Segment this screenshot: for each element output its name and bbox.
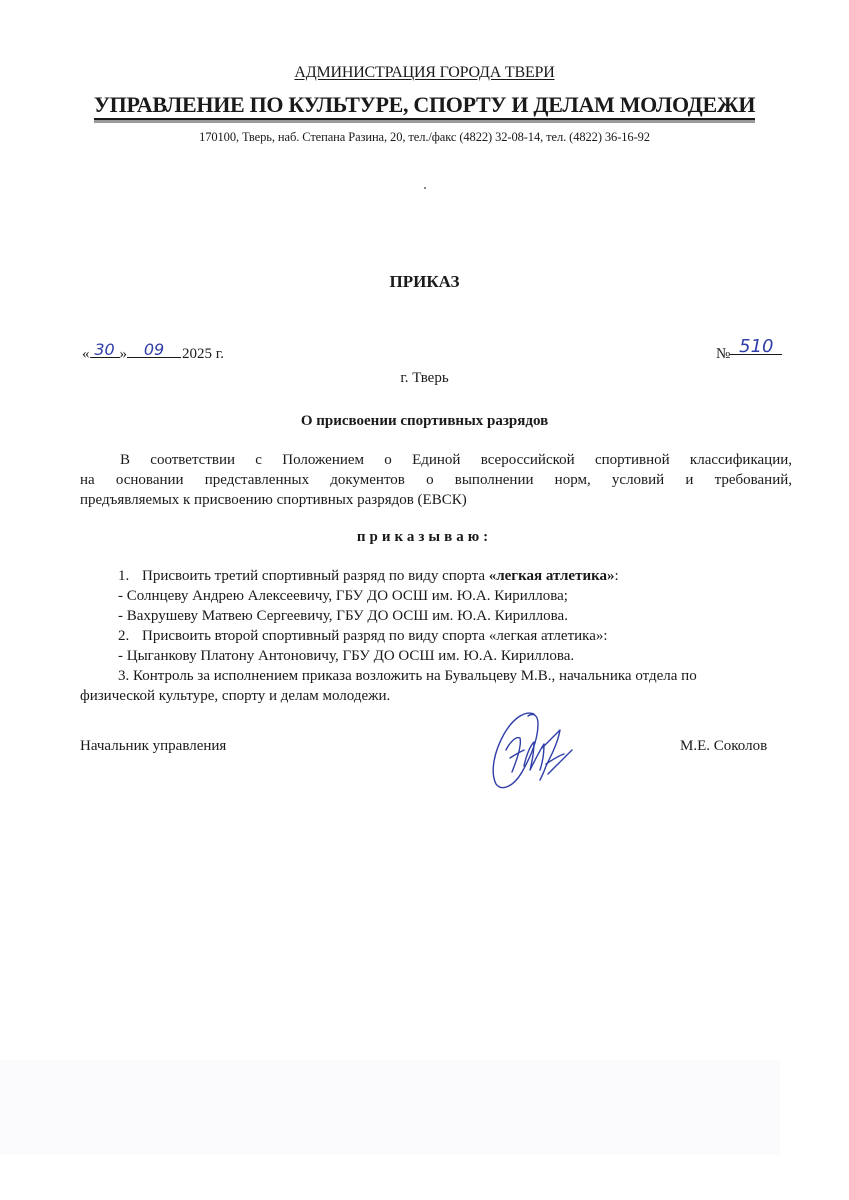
document-city: г. Тверь bbox=[400, 370, 449, 386]
item-text: Присвоить второй спортивный разряд по виду спорта «легкая атлетика»: bbox=[142, 628, 608, 644]
order-items bbox=[80, 566, 792, 706]
orders-word: приказываю: bbox=[356, 529, 493, 545]
athlete-entry: - Солнцеву Андрею Алексеевичу, ГБУ ДО ОСШ им. Ю.А. Кириллова; bbox=[118, 588, 568, 604]
item-number: 1. bbox=[118, 568, 130, 584]
date-open-quote: « bbox=[82, 346, 90, 362]
item-text-end: : bbox=[614, 568, 619, 584]
preamble-line: В соответствии с Положением о Единой всероссийской спортивной классификации, bbox=[120, 452, 792, 468]
order-item-2 bbox=[80, 626, 792, 646]
document-title: ПРИКАЗ bbox=[389, 272, 460, 291]
date-day: 30 bbox=[90, 343, 120, 358]
order-item-3 bbox=[80, 666, 792, 686]
athlete-entry: - Вахрушеву Матвею Сергеевичу, ГБУ ДО ОСШ им. Ю.А. Кириллова. bbox=[118, 608, 568, 624]
item-number: 3. bbox=[118, 668, 130, 684]
date-close-quote: » bbox=[119, 346, 127, 362]
item-number: 2. bbox=[118, 628, 130, 644]
handwritten-signature-icon bbox=[476, 706, 596, 796]
preamble-line: на основании представленных документов о выполнении норм, условий и требований, bbox=[80, 472, 792, 488]
item-sport: «легкая атлетика» bbox=[488, 568, 615, 584]
number-label: № bbox=[716, 346, 731, 362]
department-name bbox=[0, 92, 849, 120]
number-value: 510 bbox=[730, 340, 782, 355]
preamble-line: предъявляемых к присвоению спортивных разрядов (ЕВСК) bbox=[80, 492, 467, 508]
scan-noise-artifact bbox=[0, 1060, 780, 1155]
signatory-position: Начальник управления bbox=[80, 738, 227, 754]
signatory-name: М.Е. Соколов bbox=[680, 738, 768, 754]
preamble bbox=[80, 450, 792, 510]
document-number bbox=[716, 336, 782, 363]
item-text: Контроль за исполнением приказа возложить на Бувальцеву М.В., начальника отдела по bbox=[133, 668, 697, 684]
athlete-entry: - Цыганкову Платону Антоновичу, ГБУ ДО ОСШ им. Ю.А. Кириллова. bbox=[118, 648, 575, 664]
date-month: 09 bbox=[127, 343, 181, 358]
order-item-1 bbox=[80, 566, 792, 586]
date-year: 2025 г. bbox=[182, 346, 224, 362]
signature-svg bbox=[476, 706, 596, 796]
order-item-3-continuation: физической культуре, спорту и делам молодежи. bbox=[80, 688, 391, 704]
administration-name: АДМИНИСТРАЦИЯ ГОРОДА ТВЕРИ bbox=[294, 64, 555, 81]
document-subject: О присвоении спортивных разрядов bbox=[300, 413, 549, 429]
scan-dot-artifact bbox=[424, 187, 426, 189]
department-name-text: УПРАВЛЕНИЕ ПО КУЛЬТУРЕ, СПОРТУ И ДЕЛАМ МОЛОДЕЖИ bbox=[94, 93, 755, 120]
item-text: Присвоить третий спортивный разряд по виду спорта bbox=[142, 568, 489, 584]
document-date bbox=[82, 340, 224, 363]
department-address: 170100, Тверь, наб. Степана Разина, 20, тел./факс (4822) 32-08-14, тел. (4822) 36-16-92 bbox=[199, 130, 650, 144]
